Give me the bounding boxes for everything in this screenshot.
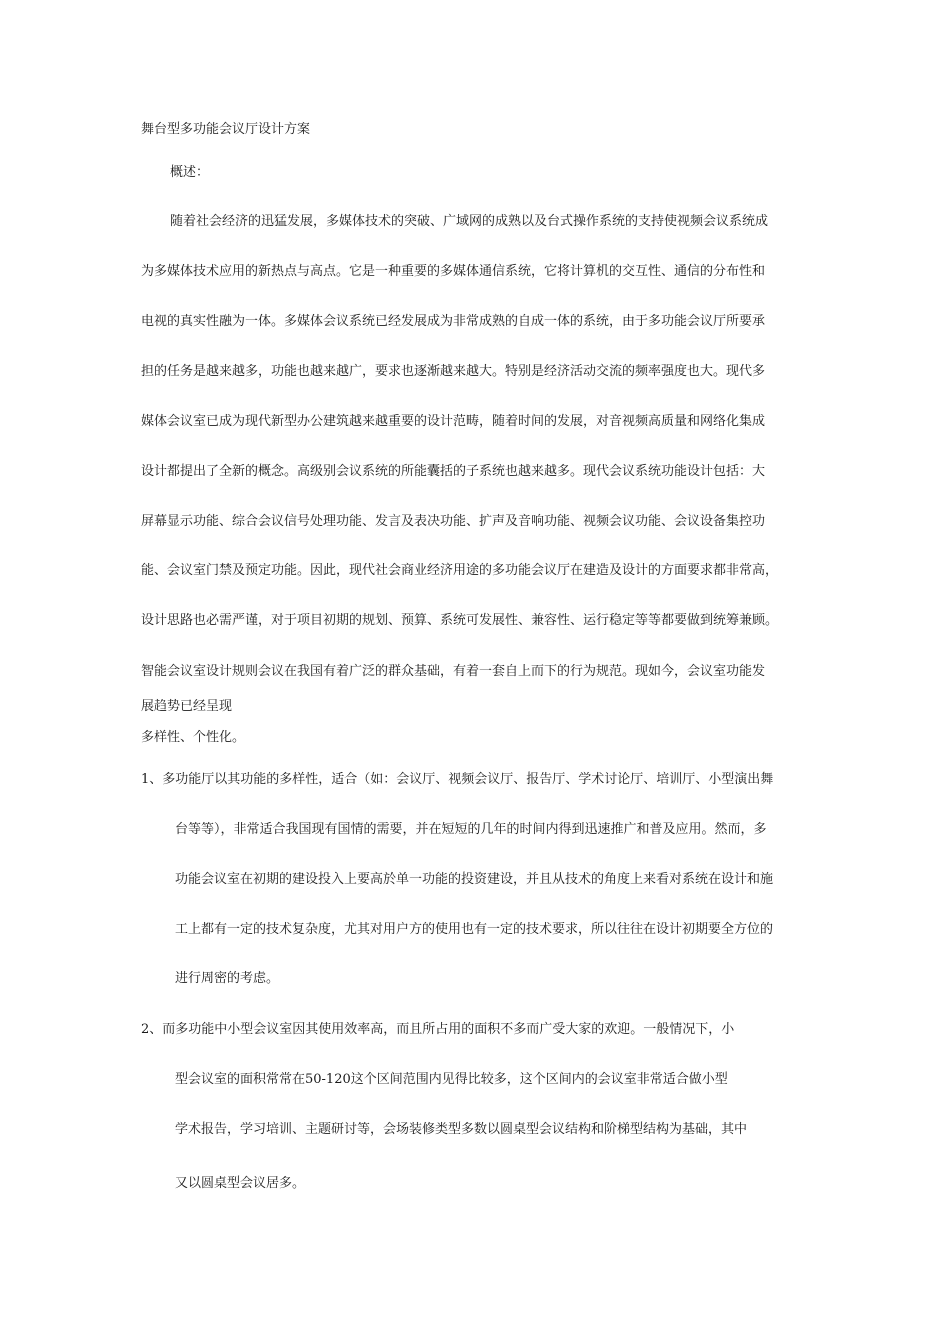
list-item-1-line: 进行周密的考虑。	[175, 971, 280, 986]
intro-line: 随着社会经济的迅猛发展，多媒体技术的突破、广域网的成熟以及台式操作系统的支持使视频会议系统成	[170, 214, 769, 229]
list-item-2-line: 学术报告，学习培训、主题研讨等，会场装修类型多数以圆桌型会议结构和阶梯型结构为基础，其中	[175, 1122, 748, 1137]
document-title: 舞台型多功能会议厅设计方案	[141, 122, 311, 137]
trend-line: 多样性、个性化。	[141, 730, 246, 745]
list-item-1-line: 台等等），非常适合我国现有国情的需要，并在短短的几年的时间内得到迅速推广和普及应用。然而，多	[175, 822, 767, 837]
intro-line: 屏幕显示功能、综合会议信号处理功能、发言及表决功能、扩声及音响功能、视频会议功能、会议设备集控功	[141, 514, 766, 529]
trend-line: 展趋势已经呈现	[141, 699, 233, 714]
intro-line: 能、会议室门禁及预定功能。因此，现代社会商业经济用途的多功能会议厅在建造及设计的方面要求都非常高，	[141, 563, 779, 578]
overview-label: 概述：	[170, 165, 210, 180]
list-item-2-line: 又以圆桌型会议居多。	[175, 1176, 306, 1191]
intro-line: 电视的真实性融为一体。多媒体会议系统已经发展成为非常成熟的自成一体的系统，由于多功能会议厅所要承	[141, 314, 766, 329]
list-item-2-line: 2、而多功能中小型会议室因其使用效率高，而且所占用的面积不多而广受大家的欢迎。一般情况下，小	[141, 1022, 735, 1037]
list-item-1-line: 功能会议室在初期的建设投入上要高於单一功能的投资建设，并且从技术的角度上来看对系统在设计和施	[175, 872, 774, 887]
trend-line: 智能会议室设计规则会议在我国有着广泛的群众基础，有着一套自上而下的行为规范。现如今，会议室功能发	[141, 664, 766, 679]
intro-line: 设计思路也必需严谨，对于项目初期的规划、预算、系统可发展性、兼容性、运行稳定等等都要做到统筹兼顾。	[141, 613, 779, 628]
list-item-2-line: 型会议室的面积常常在50-120这个区间范围内见得比较多，这个区间内的会议室非常适合做小型	[175, 1072, 728, 1087]
list-item-1-line: 1、多功能厅以其功能的多样性，适合（如：会议厅、视频会议厅、报告厅、学术讨论厅、培训厅、小型演出舞	[141, 772, 774, 787]
list-item-1-line: 工上都有一定的技术复杂度，尤其对用户方的使用也有一定的技术要求，所以往往在设计初期要全方位的	[175, 922, 774, 937]
intro-line: 为多媒体技术应用的新热点与高点。它是一种重要的多媒体通信系统，它将计算机的交互性、通信的分布性和	[141, 264, 766, 279]
intro-line: 担的任务是越来越多，功能也越来越广，要求也逐渐越来越大。特别是经济活动交流的频率强度也大。现代多	[141, 364, 766, 379]
intro-line: 设计都提出了全新的概念。高级别会议系统的所能囊括的子系统也越来越多。现代会议系统功能设计包括：大	[141, 464, 766, 479]
intro-line: 媒体会议室已成为现代新型办公建筑越来越重要的设计范畴，随着时间的发展，对音视频高质量和网络化集成	[141, 414, 766, 429]
